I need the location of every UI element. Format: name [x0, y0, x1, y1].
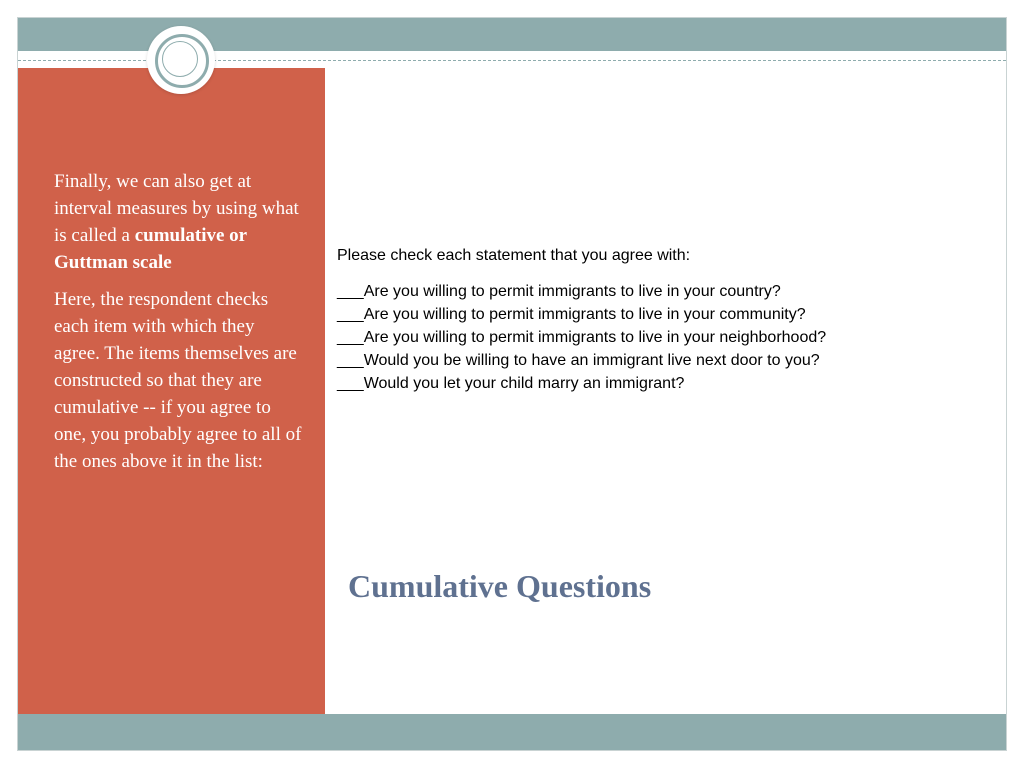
- paragraph-1-text: Finally, we can also get at interval measures by using what is called a: [54, 171, 299, 246]
- circle-ornament-icon: [147, 26, 215, 94]
- left-panel: [18, 68, 325, 716]
- slide: [17, 17, 1007, 751]
- survey-item: ___Would you let your child marry an immigrant?: [337, 375, 685, 392]
- bottom-band: [18, 714, 1006, 750]
- survey-item: ___Are you willing to permit immigrants to live in your community?: [337, 306, 806, 323]
- survey-item: ___Are you willing to permit immigrants to live in your neighborhood?: [337, 329, 827, 346]
- survey-image: [337, 246, 1002, 395]
- survey-item: ___Would you be willing to have an immigrant live next door to you?: [337, 352, 820, 369]
- circle-ring: [155, 34, 209, 88]
- paragraph-1: [54, 168, 302, 276]
- survey-heading: Please check each statement that you agree with:: [337, 247, 691, 264]
- slide-title: Cumulative Questions: [348, 568, 652, 604]
- paragraph-2: Here, the respondent checks each item with which they agree. The items themselves are constructed so that they are cumulative -- if you agree to one, you probably agree to all of the ones above it in the list:: [54, 289, 302, 472]
- paragraph-1-bold: cumulative or Guttman scale: [54, 225, 247, 273]
- survey-item: ___Are you willing to permit immigrants to live in your country?: [337, 283, 781, 300]
- circle-inner-ring: [162, 41, 198, 77]
- left-panel-text: [54, 168, 302, 485]
